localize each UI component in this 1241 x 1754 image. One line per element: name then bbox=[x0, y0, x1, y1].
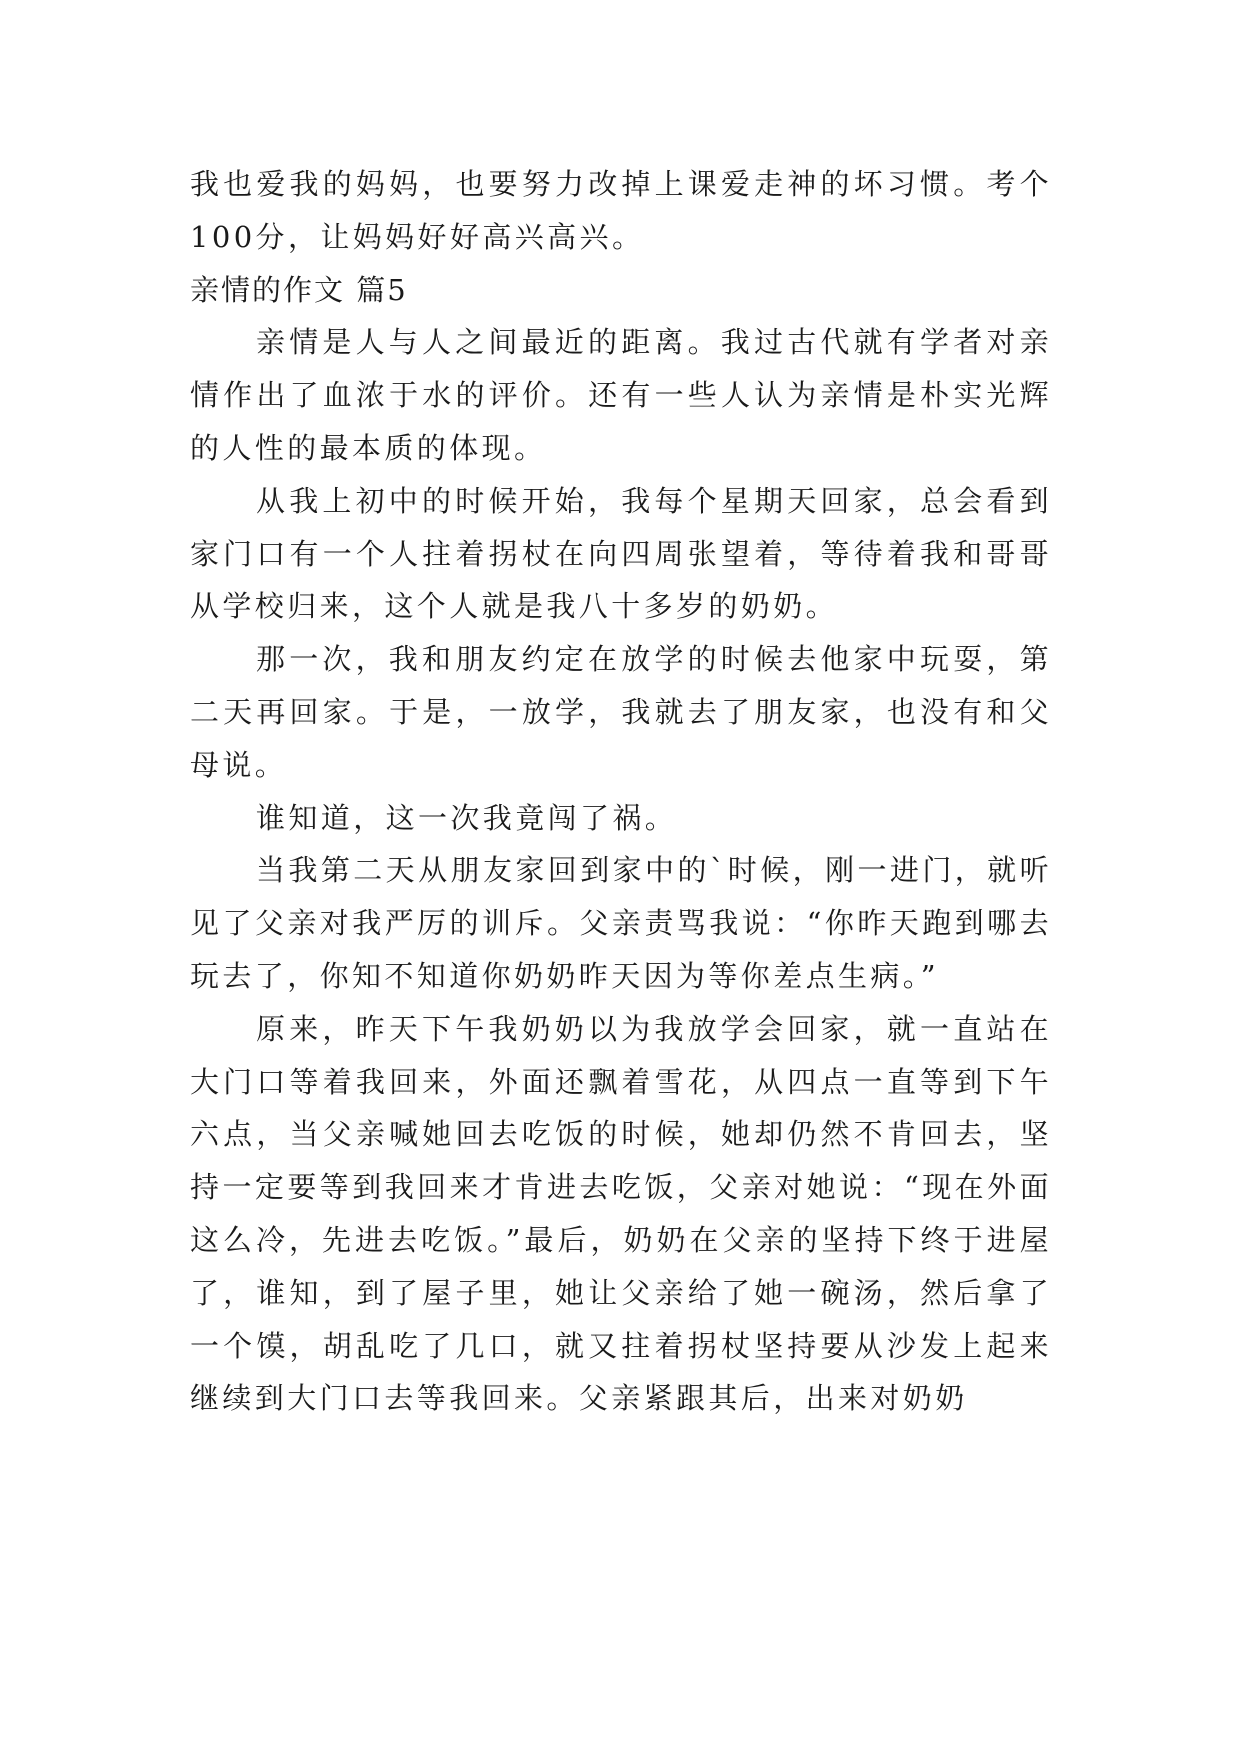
intro-paragraph: 我也爱我的妈妈，也要努力改掉上课爱走神的坏习惯。考个100分，让妈妈好好高兴高兴。 bbox=[190, 167, 1052, 254]
body-paragraph: 当我第二天从朋友家回到家中的`时候，刚一进门，就听见了父亲对我严厉的训斥。父亲责骂我说：“你昨天跑到哪去玩去了，你知不知道你奶奶昨天因为等你差点生病。” bbox=[190, 853, 1052, 993]
body-paragraph: 原来，昨天下午我奶奶以为我放学会回家，就一直站在大门口等着我回来，外面还飘着雪花，从四点一直等到下午六点，当父亲喊她回去吃饭的时候，她却仍然不肯回去，坚持一定要等到我回来才肯进去吃饭，父亲对她说：“现在外面这么冷，先进去吃饭。”最后，奶奶在父亲的坚持下终于进屋了，谁知，到了屋子里，她让父亲给了她一碗汤，然后拿了一个馍，胡乱吃了几口，就又拄着拐杖坚持要从沙发上起来继续到大门口去等我回来。父亲紧跟其后，出来对奶奶 bbox=[190, 1011, 1052, 1416]
section-heading: 亲情的作文 篇5 bbox=[190, 272, 408, 307]
body-paragraph: 亲情是人与人之间最近的距离。我过古代就有学者对亲情作出了血浓于水的评价。还有一些人认为亲情是朴实光辉的人性的最本质的体现。 bbox=[190, 325, 1052, 465]
document-body bbox=[190, 158, 1052, 1425]
body-paragraph: 那一次，我和朋友约定在放学的时候去他家中玩耍，第二天再回家。于是，一放学，我就去了朋友家，也没有和父母说。 bbox=[190, 642, 1052, 782]
body-paragraph: 谁知道，这一次我竟闯了祸。 bbox=[256, 800, 678, 835]
body-paragraph: 从我上初中的时候开始，我每个星期天回家，总会看到家门口有一个人拄着拐杖在向四周张望着，等待着我和哥哥从学校归来，这个人就是我八十多岁的奶奶。 bbox=[190, 483, 1052, 624]
